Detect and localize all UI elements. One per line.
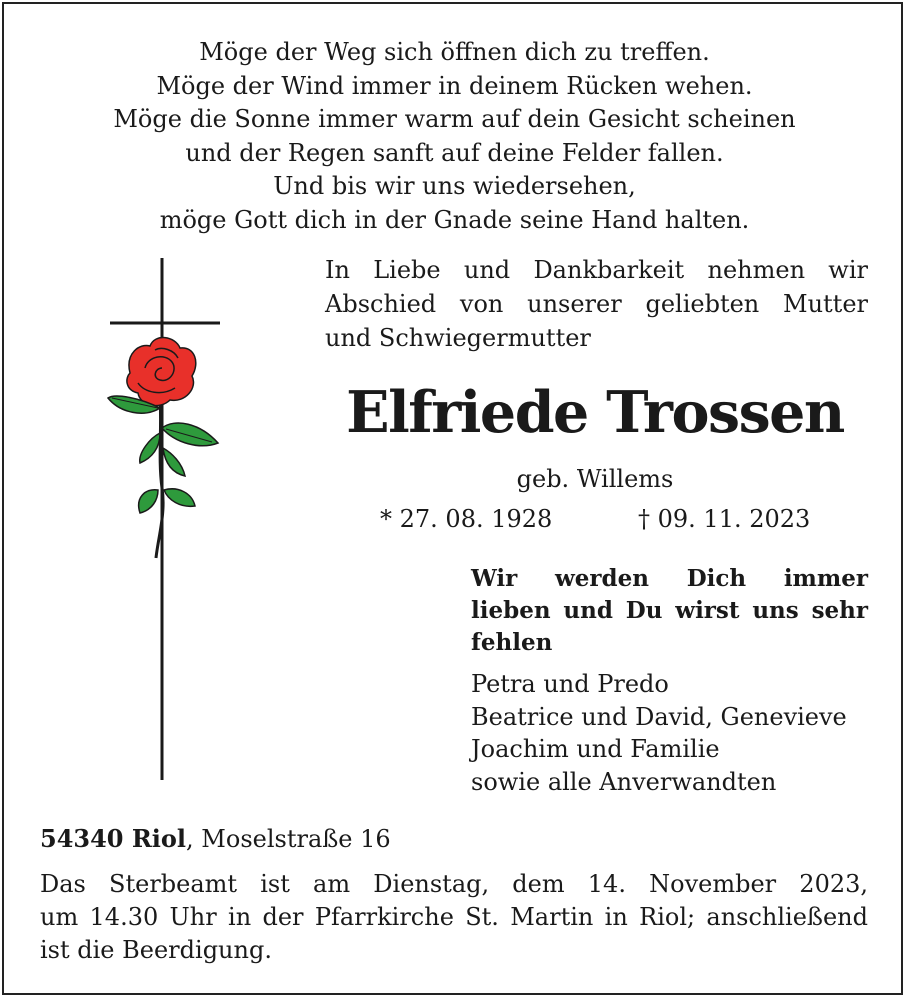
poem-line: Möge die Sonne immer warm auf dein Gesicht scheinen <box>113 105 796 134</box>
poem-line: möge Gott dich in der Gnade seine Hand halten. <box>159 205 750 234</box>
mourner-line: Petra und Predo <box>471 670 669 698</box>
service-line: um 14.30 Uhr in der Pfarrkirche St. Martin in Riol; anschließend <box>40 903 868 931</box>
mourner-line: Beatrice und David, Genevieve <box>471 702 847 731</box>
address <box>40 823 391 855</box>
birth-date: * 27. 08. 1928 <box>380 505 553 533</box>
cross-with-rose-icon <box>100 258 230 783</box>
address-city: 54340 Riol <box>40 824 187 853</box>
poem-line: und der Regen sanft auf deine Felder fallen. <box>185 138 724 167</box>
motto-line: lieben und Du wirst uns sehr <box>471 597 868 624</box>
motto-line: Wir werden Dich immer <box>471 565 868 592</box>
motto-line: fehlen <box>471 629 553 656</box>
service-info <box>40 868 868 967</box>
birth-name: geb. Willems <box>516 465 674 493</box>
mourner-line: sowie alle Anverwandten <box>471 767 777 796</box>
service-line: Das Sterbeamt ist am Dienstag, dem 14. November 2023, <box>40 870 868 898</box>
intro-line: In Liebe und Dankbarkeit nehmen wir <box>325 256 868 284</box>
address-street: , Moselstraße 16 <box>186 825 391 853</box>
mourner-line: Joachim und Familie <box>471 735 720 763</box>
intro-line: und Schwiegermutter <box>325 324 591 352</box>
service-line: ist die Beerdigung. <box>40 936 272 964</box>
mourners-list <box>471 668 891 798</box>
intro-text <box>325 253 868 355</box>
poem-line: Möge der Weg sich öffnen dich zu treffen. <box>199 38 710 66</box>
deceased-name: Elfriede Trossen <box>346 379 844 446</box>
death-date: † 09. 11. 2023 <box>638 505 811 533</box>
poem <box>0 36 909 238</box>
intro-line: Abschied von unserer geliebten Mutter <box>325 290 868 318</box>
poem-line: Und bis wir uns wiedersehen, <box>273 172 636 201</box>
poem-line: Möge der Wind immer in deinem Rücken wehen. <box>156 71 753 100</box>
motto <box>471 563 868 659</box>
